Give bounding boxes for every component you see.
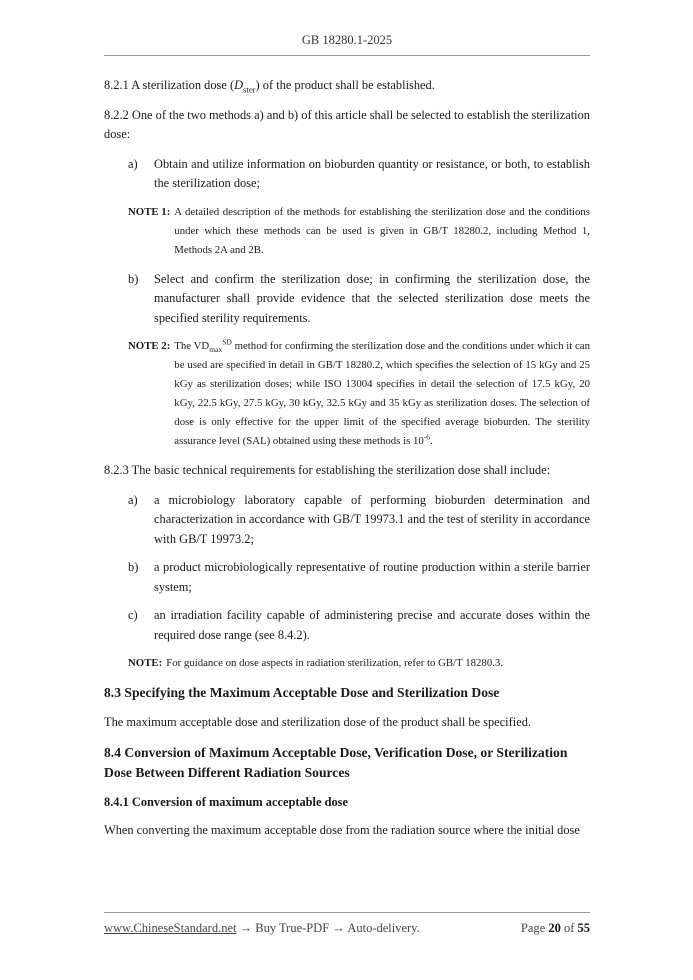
list-item bbox=[128, 270, 590, 329]
note-1 bbox=[128, 203, 590, 260]
list-item-label: a) bbox=[128, 156, 138, 171]
note-label: NOTE 1: bbox=[128, 205, 171, 218]
footer-rule bbox=[104, 912, 590, 913]
list-item-text: a product microbiologically representative of routine production within a sterile barrier system; bbox=[154, 560, 590, 594]
list-item bbox=[128, 606, 590, 645]
arrow-icon: → bbox=[329, 921, 348, 935]
clause-8-2-3: 8.2.3 The basic technical requirements for establishing the sterilization dose shall include: bbox=[104, 463, 551, 477]
list-item-text: a microbiology laboratory capable of performing bioburden determination and characterization in accordance with GB/T 19973.1 and the test of sterility in accordance with GB/T 19973.2; bbox=[154, 492, 590, 546]
list-item-label: a) bbox=[128, 492, 138, 507]
note-2 bbox=[128, 337, 590, 451]
arrow-icon: → bbox=[236, 921, 256, 935]
delivery-text: Auto-delivery. bbox=[347, 921, 420, 935]
list-item bbox=[128, 558, 590, 597]
list-item bbox=[128, 155, 590, 194]
clause-8-2-1: 8.2.1 A sterilization dose $(D_{ster})$ of the product shall be established. bbox=[104, 78, 435, 95]
page-number: Page 20 of 55 bbox=[520, 921, 590, 935]
list-item-text: an irradiation facility capable of administering precise and accurate doses within the required dose range (see 8.4.2). bbox=[154, 608, 590, 642]
list-item-label: c) bbox=[128, 608, 138, 622]
clause-8-3-text: The maximum acceptable dose and sterilization dose of the product shall be specified. bbox=[104, 715, 531, 729]
document-body bbox=[104, 76, 590, 851]
list-item bbox=[128, 491, 590, 550]
section-heading-8-4: 8.4 Conversion of Maximum Acceptable Dose, Verification Dose, or Sterilization Dose Between Different Radiation Sources bbox=[104, 744, 568, 780]
note-text: For guidance on dose aspects in radiation sterilization, refer to GB/T 18280.3. bbox=[166, 657, 504, 669]
page-header: GB 18280.1-2025 bbox=[301, 33, 393, 47]
note-text: A detailed description of the methods for establishing the sterilization dose and the conditions under which these methods can be used is given in GB/T 18280.2, including Method 1, Methods 2A and 2B. bbox=[174, 205, 590, 256]
clause-8-2-2: 8.2.2 One of the two methods a) and b) of this article shall be selected to establish the sterilization dose: bbox=[104, 107, 590, 141]
website-link[interactable]: www.ChineseStandard.net bbox=[104, 921, 237, 935]
list-item-label: b) bbox=[128, 560, 139, 574]
note-label: NOTE 2: bbox=[128, 340, 171, 352]
list-item-text: Obtain and utilize information on bioburden quantity or resistance, or both, to establish the sterilization dose; bbox=[154, 156, 590, 190]
note-text: The $VD_{max}^{SD}$ method for confirming the sterilization dose and the conditions under which it can be used are specified in detail in GB/T 18280.2, which specifies the selection of 15 kGy and 25 kGy as sterilization doses; while ISO 13004 specifies in detail the selection of 17.5 kGy, 20 kGy, 22.5 kGy, 27.5 kGy, 30 kGy, 32.5 kGy and 35 kGy as sterilization doses. The selection of dose is only effective for the upper limit of the specified average bioburden. The sterility assurance level (SAL) obtained using these methods is $10^{-6}$. bbox=[174, 337, 590, 447]
buy-link[interactable]: Buy True-PDF bbox=[255, 921, 330, 935]
section-heading-8-3: 8.3 Specifying the Maximum Acceptable Dose and Sterilization Dose bbox=[104, 685, 500, 700]
note-label: NOTE: bbox=[128, 657, 163, 669]
clause-8-4-1-text: When converting the maximum acceptable dose from the radiation source where the initial dose bbox=[104, 823, 580, 837]
list-item-text: Select and confirm the sterilization dose; in confirming the sterilization dose, the manufacturer shall provide evidence that the selected sterilization dose meets the specified sterility requirements. bbox=[154, 271, 590, 325]
subsection-heading-8-4-1: 8.4.1 Conversion of maximum acceptable dose bbox=[104, 794, 349, 809]
list-item-label: b) bbox=[128, 271, 139, 286]
note-dose-guidance bbox=[128, 654, 590, 673]
header-rule bbox=[104, 55, 590, 56]
